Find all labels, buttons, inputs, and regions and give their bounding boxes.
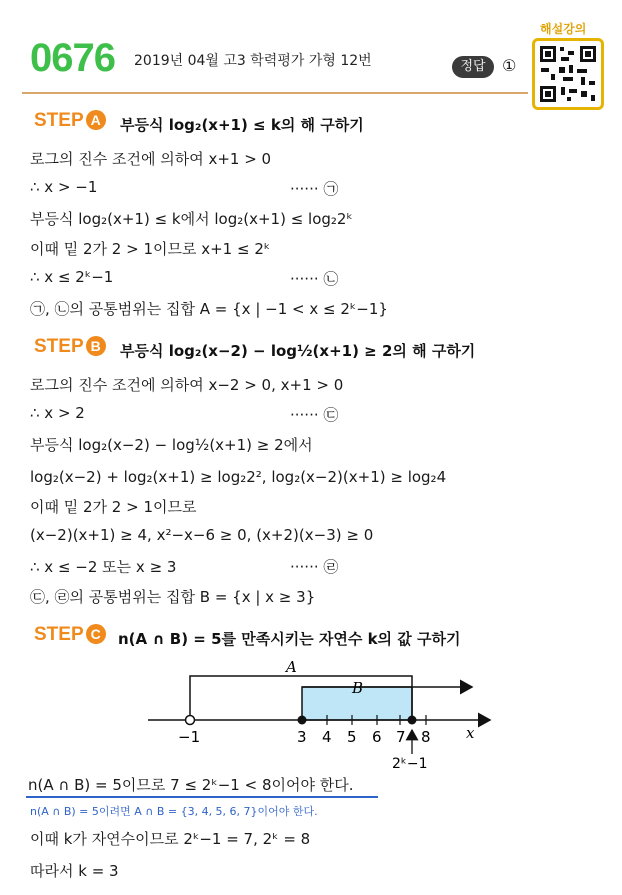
step-b-line-6: (x−2)(x+1) ≥ 4, x²−x−6 ≥ 0, (x+2)(x−3) ≥ 0: [30, 526, 374, 544]
closed-point-3: [298, 716, 307, 725]
step-a-badge: [34, 110, 106, 132]
open-point-minus-1: [186, 716, 195, 725]
number-line-diagram: [0, 650, 622, 770]
step-c-letter: C: [86, 624, 106, 644]
step-b-line-1: 로그의 진수 조건에 의하여 x−2 > 0, x+1 > 0: [30, 376, 344, 394]
key-condition-note: n(A ∩ B) = 5이려면 A ∩ B = {3, 4, 5, 6, 7}이어야 한다.: [30, 805, 318, 818]
axis-label-x: x: [466, 724, 475, 742]
set-b-label: B: [352, 679, 364, 697]
pointer-label: 2ᵏ−1: [392, 756, 428, 770]
tick-label-6: 6: [372, 728, 382, 746]
step-c-label: STEP: [34, 624, 84, 645]
tick-label-5: 5: [347, 728, 357, 746]
step-a-line-4: 이때 밑 2가 2 > 1이므로 x+1 ≤ 2ᵏ: [30, 240, 271, 258]
header-divider: [22, 92, 528, 94]
answer-badge: 정답: [452, 56, 494, 78]
qr-pattern: [535, 41, 601, 107]
step-b-line-3: 부등식 log₂(x−2) − log½(x+1) ≥ 2에서: [30, 436, 313, 454]
step-c-badge: [34, 624, 106, 646]
step-c-line-1: 이때 k가 자연수이므로 2ᵏ−1 = 7, 2ᵏ = 8: [30, 830, 311, 848]
problem-number: 0676: [30, 36, 115, 80]
step-b-label: STEP: [34, 336, 84, 357]
step-b-mark-2: ······ ㉣: [290, 558, 339, 576]
step-a-line-1: 로그의 진수 조건에 의하여 x+1 > 0: [30, 150, 272, 168]
step-a-line-3: 부등식 log₂(x+1) ≤ k에서 log₂(x+1) ≤ log₂2ᵏ: [30, 210, 353, 228]
step-b-title: 부등식 log₂(x−2) − log½(x+1) ≥ 2의 해 구하기: [120, 342, 476, 360]
tick-label-4: 4: [322, 728, 332, 746]
closed-point-2k-1: [408, 716, 417, 725]
tick-label-minus-1: −1: [178, 728, 201, 746]
set-a-label: A: [286, 658, 297, 676]
key-condition-line: n(A ∩ B) = 5이므로 7 ≤ 2ᵏ−1 < 8이어야 한다.: [28, 776, 354, 794]
step-b-mark-1: ······ ㉢: [290, 406, 339, 424]
step-a-letter: A: [86, 110, 106, 130]
step-b-line-8: ㉢, ㉣의 공통범위는 집합 B = {x | x ≥ 3}: [30, 588, 316, 606]
step-a-label: STEP: [34, 110, 84, 131]
step-b-badge: [34, 336, 106, 358]
step-b-line-2: ∴ x > 2: [30, 404, 85, 422]
step-a-mark-2: ······ ㉡: [290, 270, 339, 288]
step-b-line-5: 이때 밑 2가 2 > 1이므로: [30, 498, 197, 516]
tick-label-3: 3: [297, 728, 307, 746]
step-a-mark-1: ······ ㉠: [290, 180, 339, 198]
tick-label-7: 7: [396, 728, 406, 746]
step-c-title: n(A ∩ B) = 5를 만족시키는 자연수 k의 값 구하기: [118, 630, 461, 648]
step-a-line-2: ∴ x > −1: [30, 178, 98, 196]
problem-source: 2019년 04월 고3 학력평가 가형 12번: [134, 53, 372, 69]
step-b-letter: B: [86, 336, 106, 356]
qr-code-icon[interactable]: [532, 38, 604, 110]
step-a-line-6: ㉠, ㉡의 공통범위는 집합 A = {x | −1 < x ≤ 2ᵏ−1}: [30, 300, 388, 318]
step-b-line-7: ∴ x ≤ −2 또는 x ≥ 3: [30, 558, 177, 576]
lecture-label: 해설강의: [540, 22, 587, 36]
step-c-line-2: 따라서 k = 3: [30, 862, 119, 880]
tick-label-8: 8: [421, 728, 431, 746]
step-a-line-5: ∴ x ≤ 2ᵏ−1: [30, 268, 114, 286]
key-condition-underline: [26, 796, 378, 798]
step-a-title: 부등식 log₂(x+1) ≤ k의 해 구하기: [120, 116, 364, 134]
step-b-line-4: log₂(x−2) + log₂(x+1) ≥ log₂2², log₂(x−2)(x+1) ≥ log₂4: [30, 468, 447, 486]
answer-value: ①: [502, 56, 517, 75]
